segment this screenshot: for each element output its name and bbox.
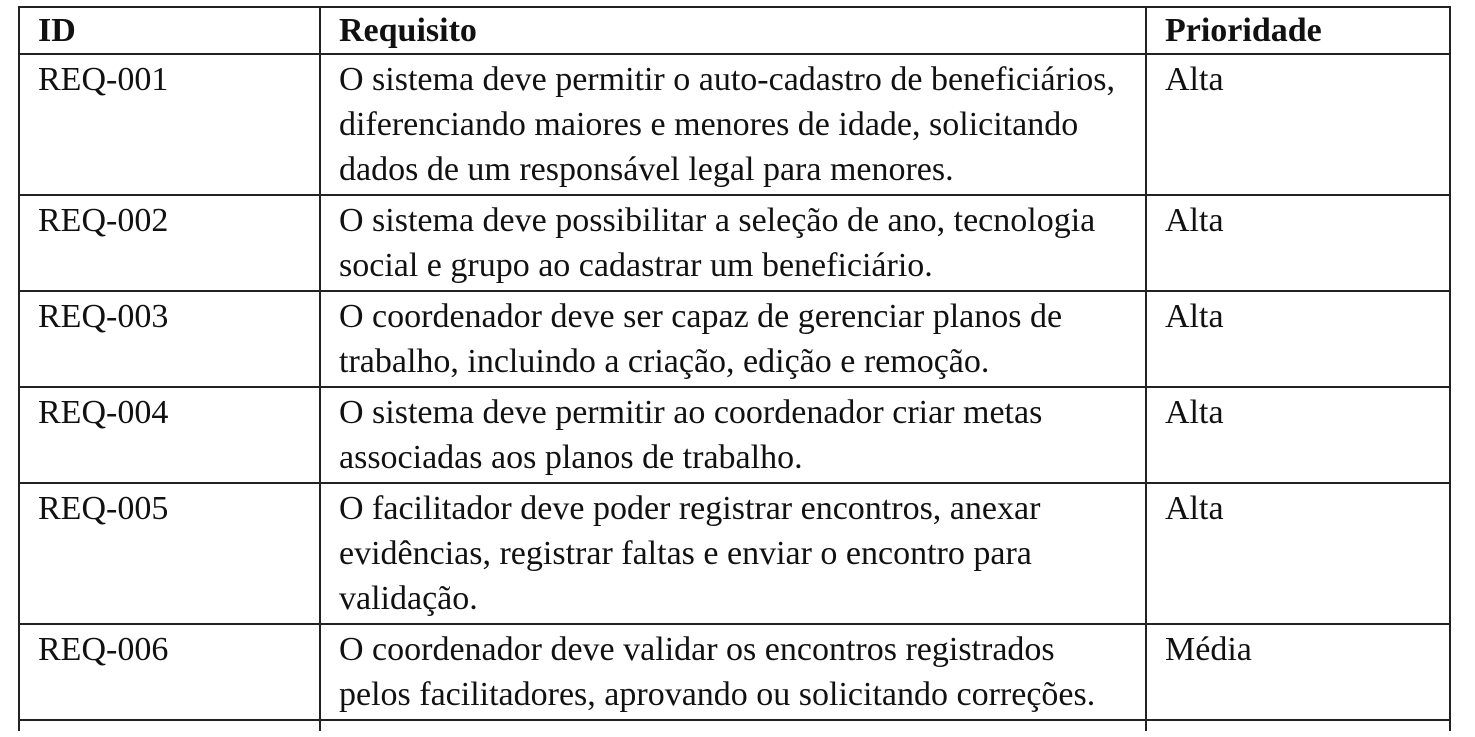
header-requirement: Requisito xyxy=(320,7,1146,54)
requirement-id: REQ-005 xyxy=(19,483,320,624)
requirement-priority: Média xyxy=(1146,624,1450,720)
header-priority: Prioridade xyxy=(1146,7,1450,54)
continuation-cell xyxy=(320,720,1146,731)
requirement-priority: Alta xyxy=(1146,54,1450,195)
requirement-priority: Alta xyxy=(1146,483,1450,624)
requirement-id: REQ-002 xyxy=(19,195,320,291)
requirement-text: O facilitador deve poder registrar encontros, anexar evidências, registrar faltas e enviar o encontro para validação. xyxy=(320,483,1146,624)
header-id: ID xyxy=(19,7,320,54)
table-row xyxy=(19,54,1450,195)
requirements-table xyxy=(18,6,1451,731)
requirement-id: REQ-001 xyxy=(19,54,320,195)
requirement-text: O coordenador deve validar os encontros registrados pelos facilitadores, aprovando ou solicitando correções. xyxy=(320,624,1146,720)
requirement-priority: Alta xyxy=(1146,195,1450,291)
table-row xyxy=(19,195,1450,291)
continuation-cell xyxy=(19,720,320,731)
requirement-text: O sistema deve permitir o auto-cadastro de beneficiários, diferenciando maiores e menores de idade, solicitando dados de um responsável legal para menores. xyxy=(320,54,1146,195)
requirement-id: REQ-003 xyxy=(19,291,320,387)
requirement-priority: Alta xyxy=(1146,387,1450,483)
table-row xyxy=(19,483,1450,624)
requirement-id: REQ-004 xyxy=(19,387,320,483)
table-header-row xyxy=(19,7,1450,54)
requirement-text: O sistema deve permitir ao coordenador criar metas associadas aos planos de trabalho. xyxy=(320,387,1146,483)
table-row xyxy=(19,387,1450,483)
table-row xyxy=(19,291,1450,387)
requirement-priority: Alta xyxy=(1146,291,1450,387)
continuation-cell xyxy=(1146,720,1450,731)
requirement-text: O sistema deve possibilitar a seleção de ano, tecnologia social e grupo ao cadastrar um beneficiário. xyxy=(320,195,1146,291)
requirement-id: REQ-006 xyxy=(19,624,320,720)
requirement-text: O coordenador deve ser capaz de gerenciar planos de trabalho, incluindo a criação, edição e remoção. xyxy=(320,291,1146,387)
table-row-continuation xyxy=(19,720,1450,731)
table-row xyxy=(19,624,1450,720)
